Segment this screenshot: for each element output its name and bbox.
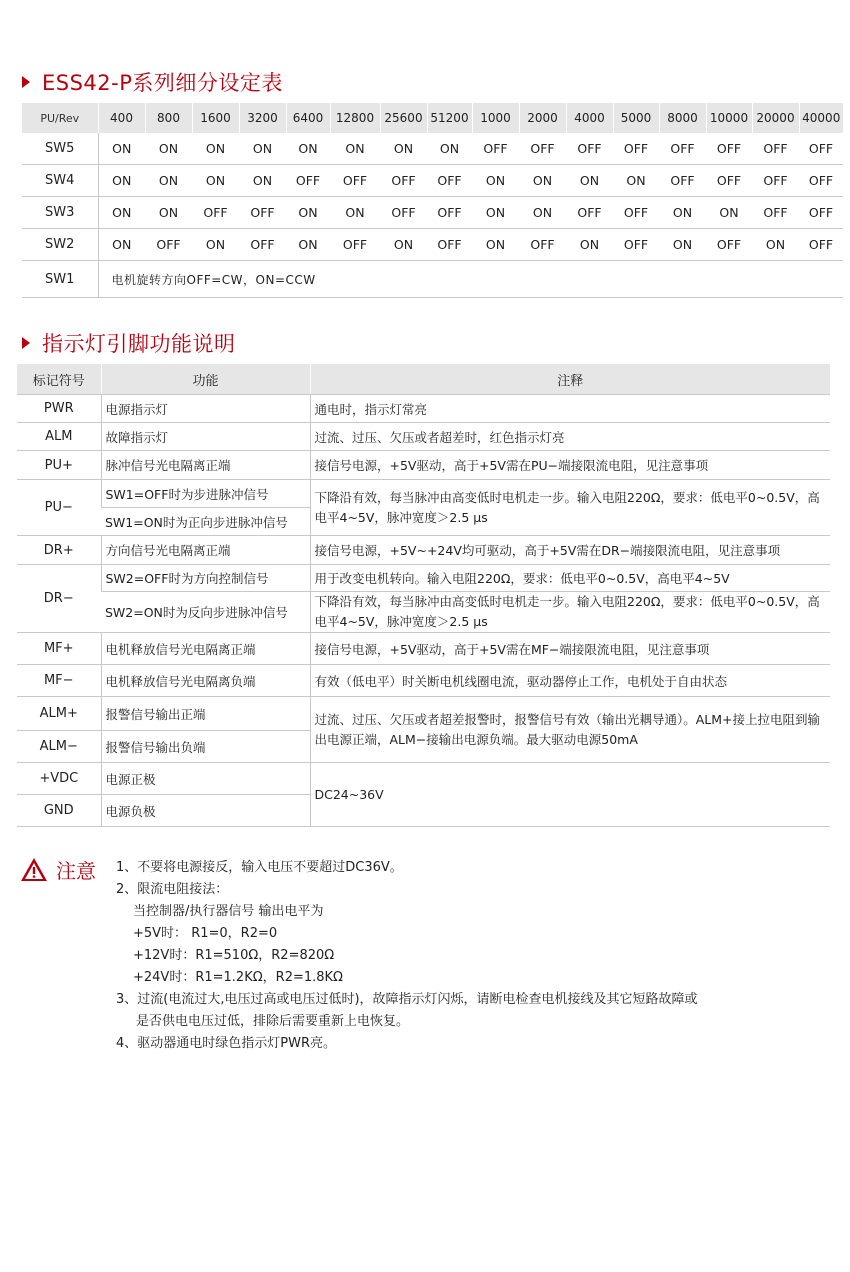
triangle-bullet-icon — [22, 76, 30, 88]
table-header-row — [22, 103, 843, 133]
switch-value: ON — [330, 133, 380, 165]
switch-value: ON — [566, 229, 613, 261]
header-cell: 3200 — [239, 103, 286, 133]
switch-value: OFF — [659, 165, 706, 197]
header-cell: 25600 — [380, 103, 427, 133]
section-title-pins — [22, 328, 236, 358]
note-line: 当控制器/执行器信号 输出电平为 — [133, 904, 324, 919]
header-cell: 2000 — [519, 103, 566, 133]
header-cell: 标记符号 — [17, 364, 101, 395]
header-cell: 8000 — [659, 103, 706, 133]
note-line: +12V时：R1=510Ω，R2=820Ω — [133, 948, 335, 963]
switch-value: ON — [566, 165, 613, 197]
switch-value: OFF — [192, 197, 239, 229]
pin-function: 故障指示灯 — [101, 423, 310, 451]
switch-value: ON — [380, 229, 427, 261]
pin-label: +VDC — [17, 763, 101, 795]
switch-value: OFF — [613, 229, 659, 261]
header-cell: 400 — [98, 103, 145, 133]
subdivision-table — [22, 103, 843, 298]
pin-label: MF− — [17, 665, 101, 697]
pin-note: 下降沿有效，每当脉冲由高变低时电机走一步。输入电阻220Ω，要求：低电平0~0.5V，高电平4~5V，脉冲宽度＞2.5 μs — [310, 592, 830, 633]
pin-label: DR− — [17, 565, 101, 633]
note-line: 3、过流(电流过大,电压过高或电压过低时)，故障指示灯闪烁，请断电检查电机接线及其它短路故障或 — [116, 992, 698, 1007]
pin-function-table — [17, 364, 830, 827]
switch-value: ON — [519, 197, 566, 229]
pin-note: 接信号电源，+5V~+24V均可驱动，高于+5V需在DR−端接限流电阻，见注意事项 — [310, 536, 830, 565]
pin-label: DR+ — [17, 536, 101, 565]
table-row-pu-plus — [17, 451, 830, 480]
switch-value: OFF — [706, 229, 752, 261]
pin-function: SW1=ON时为正向步进脉冲信号 — [101, 508, 310, 536]
table-row-pu-minus — [17, 480, 830, 508]
switch-value: ON — [706, 197, 752, 229]
switch-value: OFF — [330, 229, 380, 261]
switch-value: ON — [98, 197, 145, 229]
header-cell: 12800 — [330, 103, 380, 133]
switch-value: OFF — [519, 229, 566, 261]
pin-label: GND — [17, 795, 101, 827]
switch-value: ON — [472, 165, 519, 197]
switch-value: OFF — [799, 133, 843, 165]
pin-function: 脉冲信号光电隔离正端 — [101, 451, 310, 480]
pin-note: 过流、过压、欠压或者超差报警时，报警信号有效（输出光耦导通）。ALM+接上拉电阻到输出电源正端，ALM−接输出电源负端。最大驱动电源50mA — [310, 697, 830, 763]
row-label: SW3 — [22, 197, 98, 229]
table-row-dr-minus — [17, 565, 830, 592]
pin-function: 方向信号光电隔离正端 — [101, 536, 310, 565]
switch-value: OFF — [239, 229, 286, 261]
note-line: 2、限流电阻接法： — [116, 882, 229, 897]
section-title-text: ESS42-P系列细分设定表 — [42, 71, 283, 95]
table-row-alm — [17, 423, 830, 451]
pin-function: 电机释放信号光电隔离正端 — [101, 633, 310, 665]
pin-note: 通电时，指示灯常亮 — [310, 395, 830, 423]
switch-value: ON — [98, 229, 145, 261]
note-line: 4、驱动器通电时绿色指示灯PWR亮。 — [116, 1036, 336, 1051]
pin-note: 接信号电源，+5V驱动，高于+5V需在MF−端接限流电阻，见注意事项 — [310, 633, 830, 665]
note-line: 是否供电电压过低，排除后需要重新上电恢复。 — [136, 1014, 410, 1029]
table-row-dr-minus-2 — [17, 592, 830, 633]
switch-value: ON — [659, 197, 706, 229]
switch-value: OFF — [427, 165, 472, 197]
switch-value: OFF — [752, 165, 799, 197]
switch-value: ON — [192, 133, 239, 165]
switch-value: ON — [472, 229, 519, 261]
note-line: 1、不要将电源接反，输入电压不要超过DC36V。 — [116, 860, 403, 875]
switch-value: ON — [286, 197, 330, 229]
note-line: +5V时： R1=0，R2=0 — [133, 926, 278, 941]
table-row-mf-plus — [17, 633, 830, 665]
switch-value: OFF — [519, 133, 566, 165]
switch-value: OFF — [330, 165, 380, 197]
pin-function: SW2=OFF时为方向控制信号 — [101, 565, 310, 592]
pin-note: 有效（低电平）时关断电机线圈电流，驱动器停止工作，电机处于自由状态 — [310, 665, 830, 697]
warning-triangle-icon — [20, 857, 48, 882]
pin-function: SW1=OFF时为步进脉冲信号 — [101, 480, 310, 508]
header-cell: 功能 — [101, 364, 310, 395]
switch-value: ON — [192, 229, 239, 261]
switch-value: OFF — [380, 197, 427, 229]
pin-function: SW2=ON时为反向步进脉冲信号 — [101, 592, 310, 633]
header-cell: 40000 — [799, 103, 843, 133]
switch-value: ON — [98, 165, 145, 197]
switch-value: ON — [98, 133, 145, 165]
switch-value: OFF — [799, 229, 843, 261]
table-row-vdc — [17, 763, 830, 795]
table-row-sw3 — [22, 197, 843, 229]
switch-value: OFF — [427, 229, 472, 261]
table-row-alm-plus — [17, 697, 830, 731]
switch-value: OFF — [659, 133, 706, 165]
switch-value: ON — [145, 197, 192, 229]
header-cell: 800 — [145, 103, 192, 133]
header-cell: 51200 — [427, 103, 472, 133]
switch-value: ON — [145, 133, 192, 165]
switch-value: OFF — [380, 165, 427, 197]
switch-value: ON — [380, 133, 427, 165]
switch-value: OFF — [752, 197, 799, 229]
switch-value: OFF — [752, 133, 799, 165]
header-cell: 1000 — [472, 103, 519, 133]
switch-value: ON — [472, 197, 519, 229]
pin-function: 电源指示灯 — [101, 395, 310, 423]
switch-value: OFF — [799, 165, 843, 197]
pin-label: PU+ — [17, 451, 101, 480]
switch-value: ON — [613, 165, 659, 197]
section-title-text: 指示灯引脚功能说明 — [42, 332, 236, 356]
pin-function: 电源负极 — [101, 795, 310, 827]
sw1-description: 电机旋转方向OFF=CW，ON=CCW — [98, 261, 843, 298]
switch-value: ON — [286, 229, 330, 261]
table-row-pwr — [17, 395, 830, 423]
section-title-subdivision — [22, 67, 283, 97]
pin-note: 接信号电源，+5V驱动，高于+5V需在PU−端接限流电阻，见注意事项 — [310, 451, 830, 480]
switch-value: ON — [659, 229, 706, 261]
pin-label: ALM — [17, 423, 101, 451]
pin-note: 过流、过压、欠压或者超差时，红色指示灯亮 — [310, 423, 830, 451]
pin-note: DC24~36V — [310, 763, 830, 827]
pin-label: PWR — [17, 395, 101, 423]
pin-label: ALM− — [17, 731, 101, 763]
table-row-dr-plus — [17, 536, 830, 565]
switch-value: OFF — [566, 133, 613, 165]
header-cell: PU/Rev — [22, 103, 98, 133]
table-row-sw5 — [22, 133, 843, 165]
switch-value: OFF — [427, 197, 472, 229]
header-cell: 20000 — [752, 103, 799, 133]
switch-value: OFF — [613, 197, 659, 229]
pin-label: ALM+ — [17, 697, 101, 731]
table-row-sw4 — [22, 165, 843, 197]
notes-list — [116, 857, 698, 1055]
pin-label: PU− — [17, 480, 101, 536]
header-cell: 6400 — [286, 103, 330, 133]
switch-value: ON — [145, 165, 192, 197]
row-label: SW2 — [22, 229, 98, 261]
notes-heading — [20, 855, 96, 884]
switch-value: OFF — [239, 197, 286, 229]
table-row-sw2 — [22, 229, 843, 261]
switch-value: OFF — [472, 133, 519, 165]
switch-value: OFF — [706, 165, 752, 197]
pin-note: 下降沿有效，每当脉冲由高变低时电机走一步。输入电阻220Ω，要求：低电平0~0.5V，高电平4~5V，脉冲宽度＞2.5 μs — [310, 480, 830, 536]
table-row-sw1 — [22, 261, 843, 298]
pin-function: 报警信号输出负端 — [101, 731, 310, 763]
header-cell: 5000 — [613, 103, 659, 133]
table-row-mf-minus — [17, 665, 830, 697]
pin-label: MF+ — [17, 633, 101, 665]
switch-value: OFF — [566, 197, 613, 229]
switch-value: ON — [192, 165, 239, 197]
notes-title: 注意 — [56, 859, 96, 883]
header-cell: 注释 — [310, 364, 830, 395]
switch-value: ON — [752, 229, 799, 261]
switch-value: OFF — [145, 229, 192, 261]
note-line: +24V时：R1=1.2KΩ，R2=1.8KΩ — [133, 970, 343, 985]
switch-value: ON — [239, 133, 286, 165]
header-cell: 4000 — [566, 103, 613, 133]
switch-value: OFF — [286, 165, 330, 197]
pin-function: 报警信号输出正端 — [101, 697, 310, 731]
row-label: SW5 — [22, 133, 98, 165]
header-cell: 10000 — [706, 103, 752, 133]
switch-value: OFF — [706, 133, 752, 165]
row-label: SW1 — [22, 261, 98, 298]
table-header-row — [17, 364, 830, 395]
pin-function: 电机释放信号光电隔离负端 — [101, 665, 310, 697]
header-cell: 1600 — [192, 103, 239, 133]
switch-value: OFF — [613, 133, 659, 165]
triangle-bullet-icon — [22, 337, 30, 349]
pin-function: 电源正极 — [101, 763, 310, 795]
switch-value: ON — [286, 133, 330, 165]
switch-value: ON — [330, 197, 380, 229]
switch-value: ON — [519, 165, 566, 197]
switch-value: ON — [239, 165, 286, 197]
switch-value: OFF — [799, 197, 843, 229]
row-label: SW4 — [22, 165, 98, 197]
switch-value: ON — [427, 133, 472, 165]
pin-note: 用于改变电机转向。输入电阻220Ω，要求：低电平0~0.5V，高电平4~5V — [310, 565, 830, 592]
